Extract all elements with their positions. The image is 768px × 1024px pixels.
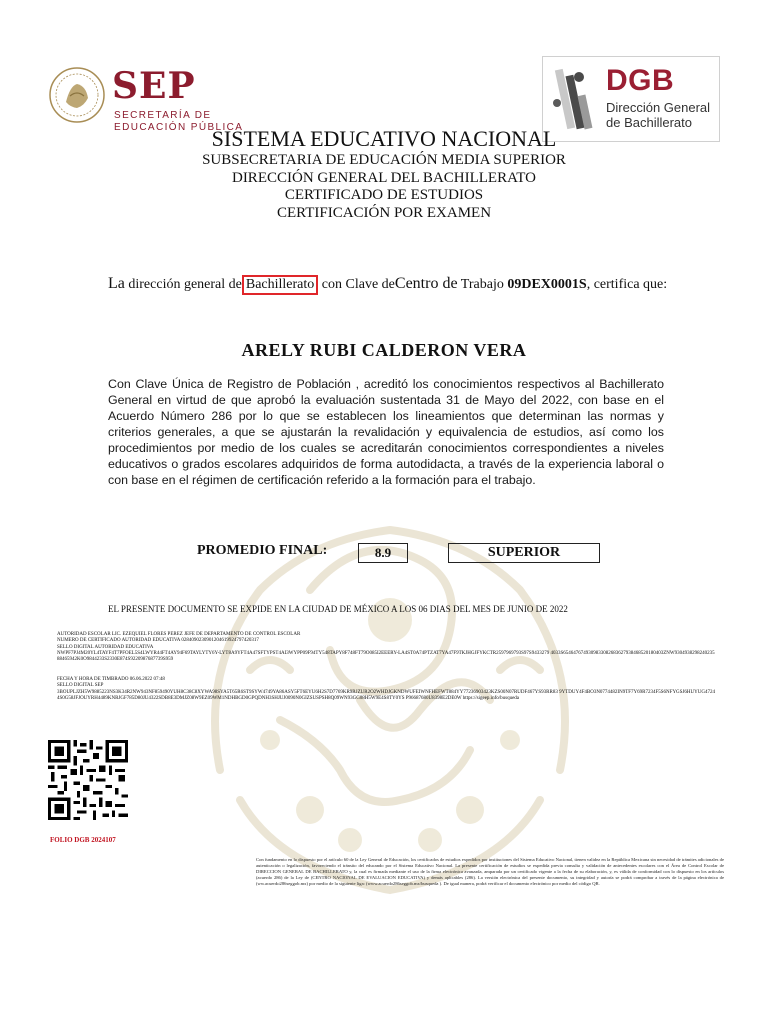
sep-subtitle-line1: SECRETARÍA DE — [114, 110, 212, 121]
folio-number: FOLIO DGB 2024107 — [50, 836, 116, 844]
certifica-end: , certifica que: — [586, 277, 668, 292]
certifica-centro: Centro de — [394, 275, 458, 292]
authority-block — [57, 632, 717, 663]
dgb-subtitle-line1: Dirección General — [606, 100, 711, 115]
certifica-direccion: dirección general de — [124, 277, 242, 292]
authority-seal: NWPF7PJ4M20YL4TAYF4T7PFOEL5S4LWYR44FT4AY94F69TAYLYTY6Y-LYT8A9YFT4A47SFTYPST4AI3WYPP09F94TY548TAPY8F748FT79O085I2EEERY-LA4ST0A74PTZAT7YA47F9TKJHGJFYKCTR2597969793S97S9433279 4033S6546476749309833082683627938468520180403ZNW930493829824023588465942K0O9844233S2330E874S9220987687739S959 — [57, 650, 715, 663]
stamp-line-1: FECHA Y HORA DE TIMBRADO 06.06.2022 07:48 — [57, 677, 165, 682]
stamp-seal: 3BOUPLJZH5W9885223NS3K34R2NW943NF859490YUH8C38C8XYWA98SYA5T65R6ST9SYW4749YA86ASY5FT6EYU6H2S7D7769KR9RJZUR2O2WHDJGKNDWUFEIWNFHEFWT884YY77236903423KZS00N07RUDF467YS93RR83 9YTDUY4F4BO3N0774482IN9TF7Y69R7234F5S6NFYGSJ6HUYUG47244S0G58JFJOUYRH4489KNRJGF785D80JU4322SDB8E3DMJZ08W9EZ09WM1NDHBGD0GPQDNH3SHJUJ0090N0GIZSUSPSH8Q09WN93GG08H5W9E4S8TY0YS P96687680U8398E2DE0W https://sigeep.info/busqueda — [57, 689, 715, 701]
dgb-logo-text: DGB — [606, 64, 675, 97]
body-paragraph: Con Clave Única de Registro de Población , acreditó los conocimientos respectivos al Bachillerato General en virtud de que aprobó la evaluación sustentada 31 de Mayo del 2022, con base en el Acuerdo Número 286 por lo que se establecen los lineamientos que determinan las normas y criterios generales, a que se ajustarán la revalidación y equivalencia de estudios, así como los procedimientos por medio de los cuales se acreditarán conocimientos correspondientes a niveles educativos o grados escolares adquiridos de forma autodidacta, a través de la experiencia laboral o con base en el régimen de certificación referido a la formación para el trabajo. — [108, 377, 664, 487]
qr-code-icon[interactable] — [48, 740, 128, 820]
heading-line-1: SUBSECRETARIA DE EDUCACIÓN MEDIA SUPERIOR — [202, 152, 566, 168]
dgb-subtitle-line2: de Bachillerato — [606, 115, 692, 130]
heading-main: SISTEMA EDUCATIVO NACIONAL — [211, 126, 557, 151]
certifica-trabajo: Trabajo — [457, 277, 508, 292]
student-name: ARELY RUBI CALDERON VERA — [241, 340, 527, 360]
national-seal-icon — [48, 66, 106, 124]
document-headings — [0, 126, 768, 222]
issue-statement: EL PRESENTE DOCUMENTO SE EXPIDE EN LA CIUDAD DE MÉXICO A LOS 06 DIAS DEL MES DE JUNIO DE 2022 — [108, 604, 568, 614]
certifica-la: La — [108, 275, 125, 292]
legal-notice: Con fundamento en lo dispuesto por el artículo 60 de la Ley General de Educación, los certificados de estudios expedidos por instituciones del Sistema Educativo Nacional, tienen validez en la República Mexicana sin necesidad de trámites adicionales de autenticación o legalización, favoreciendo el tránsito del educando por el Sistema Educativo Nacional. La presente certificación de estudios se expedida previa consulta y validación de antecedentes escolares con el Área de Control Escolar de DIRECCION GENERAL DE BACHILLERATO y, la cual es firmada mediante el uso de la firma electrónica avanzada, amparada por un certificado vigente a la fecha de su elaboración, y, es válida de conformidad con lo dispuesto en los artículos (acuerdo 286) de la Ley de (CENTRO NACIONAL DE EVALUACION EDUCATIVA) y demás aplicables (286). La versión electrónica del presente documento, su integridad y autoría se podrá comprobar a través de la página electrónica de (ww.acuerdo286seggob.mx) por medio de la siguiente liga: (www.acuerdo286seggob.mx/busqueda ). De igual manera, podrá verificar el documento electrónico por medio del código QR. — [256, 857, 724, 886]
authority-line-1: AUTORIDAD ESCOLAR LIC. EZEQUIEL FLORES PEREZ JEFE DE DEPARTAMENTO DE CONTROL ESCOLAR — [57, 632, 301, 637]
final-average-label: PROMEDIO FINAL: — [197, 543, 328, 558]
dgb-graphic-icon — [547, 67, 603, 131]
heading-line-4: CERTIFICACIÓN POR EXAMEN — [276, 204, 492, 221]
heading-line-2: DIRECCIÓN GENERAL DEL BACHILLERATO — [231, 169, 536, 186]
certifica-con-clave: con Clave de — [318, 277, 395, 292]
education-level: SUPERIOR — [448, 543, 600, 563]
highlighted-institution: Bachillerato — [242, 275, 318, 295]
stamp-line-2: SELLO DIGITAL SEP — [57, 683, 104, 689]
work-center-key: 09DEX0001S — [507, 277, 587, 292]
heading-line-3: CERTIFICADO DE ESTUDIOS — [284, 187, 484, 203]
sep-subtitle-line2: EDUCACIÓN PÚBLICA — [114, 122, 244, 133]
stamp-block — [57, 677, 717, 702]
sep-logo-text: SEP — [112, 65, 196, 107]
authority-line-2: NUMERO DE CERTIFICADO AUTORIDAD EDUCATIVA 0284090230901204619924797420317 — [57, 638, 259, 644]
certification-statement — [108, 274, 668, 295]
final-average-value: 8.9 — [358, 543, 408, 563]
authority-line-3: SELLO DIGITAL AUTORIDAD EDUCATIVA — [57, 644, 154, 650]
